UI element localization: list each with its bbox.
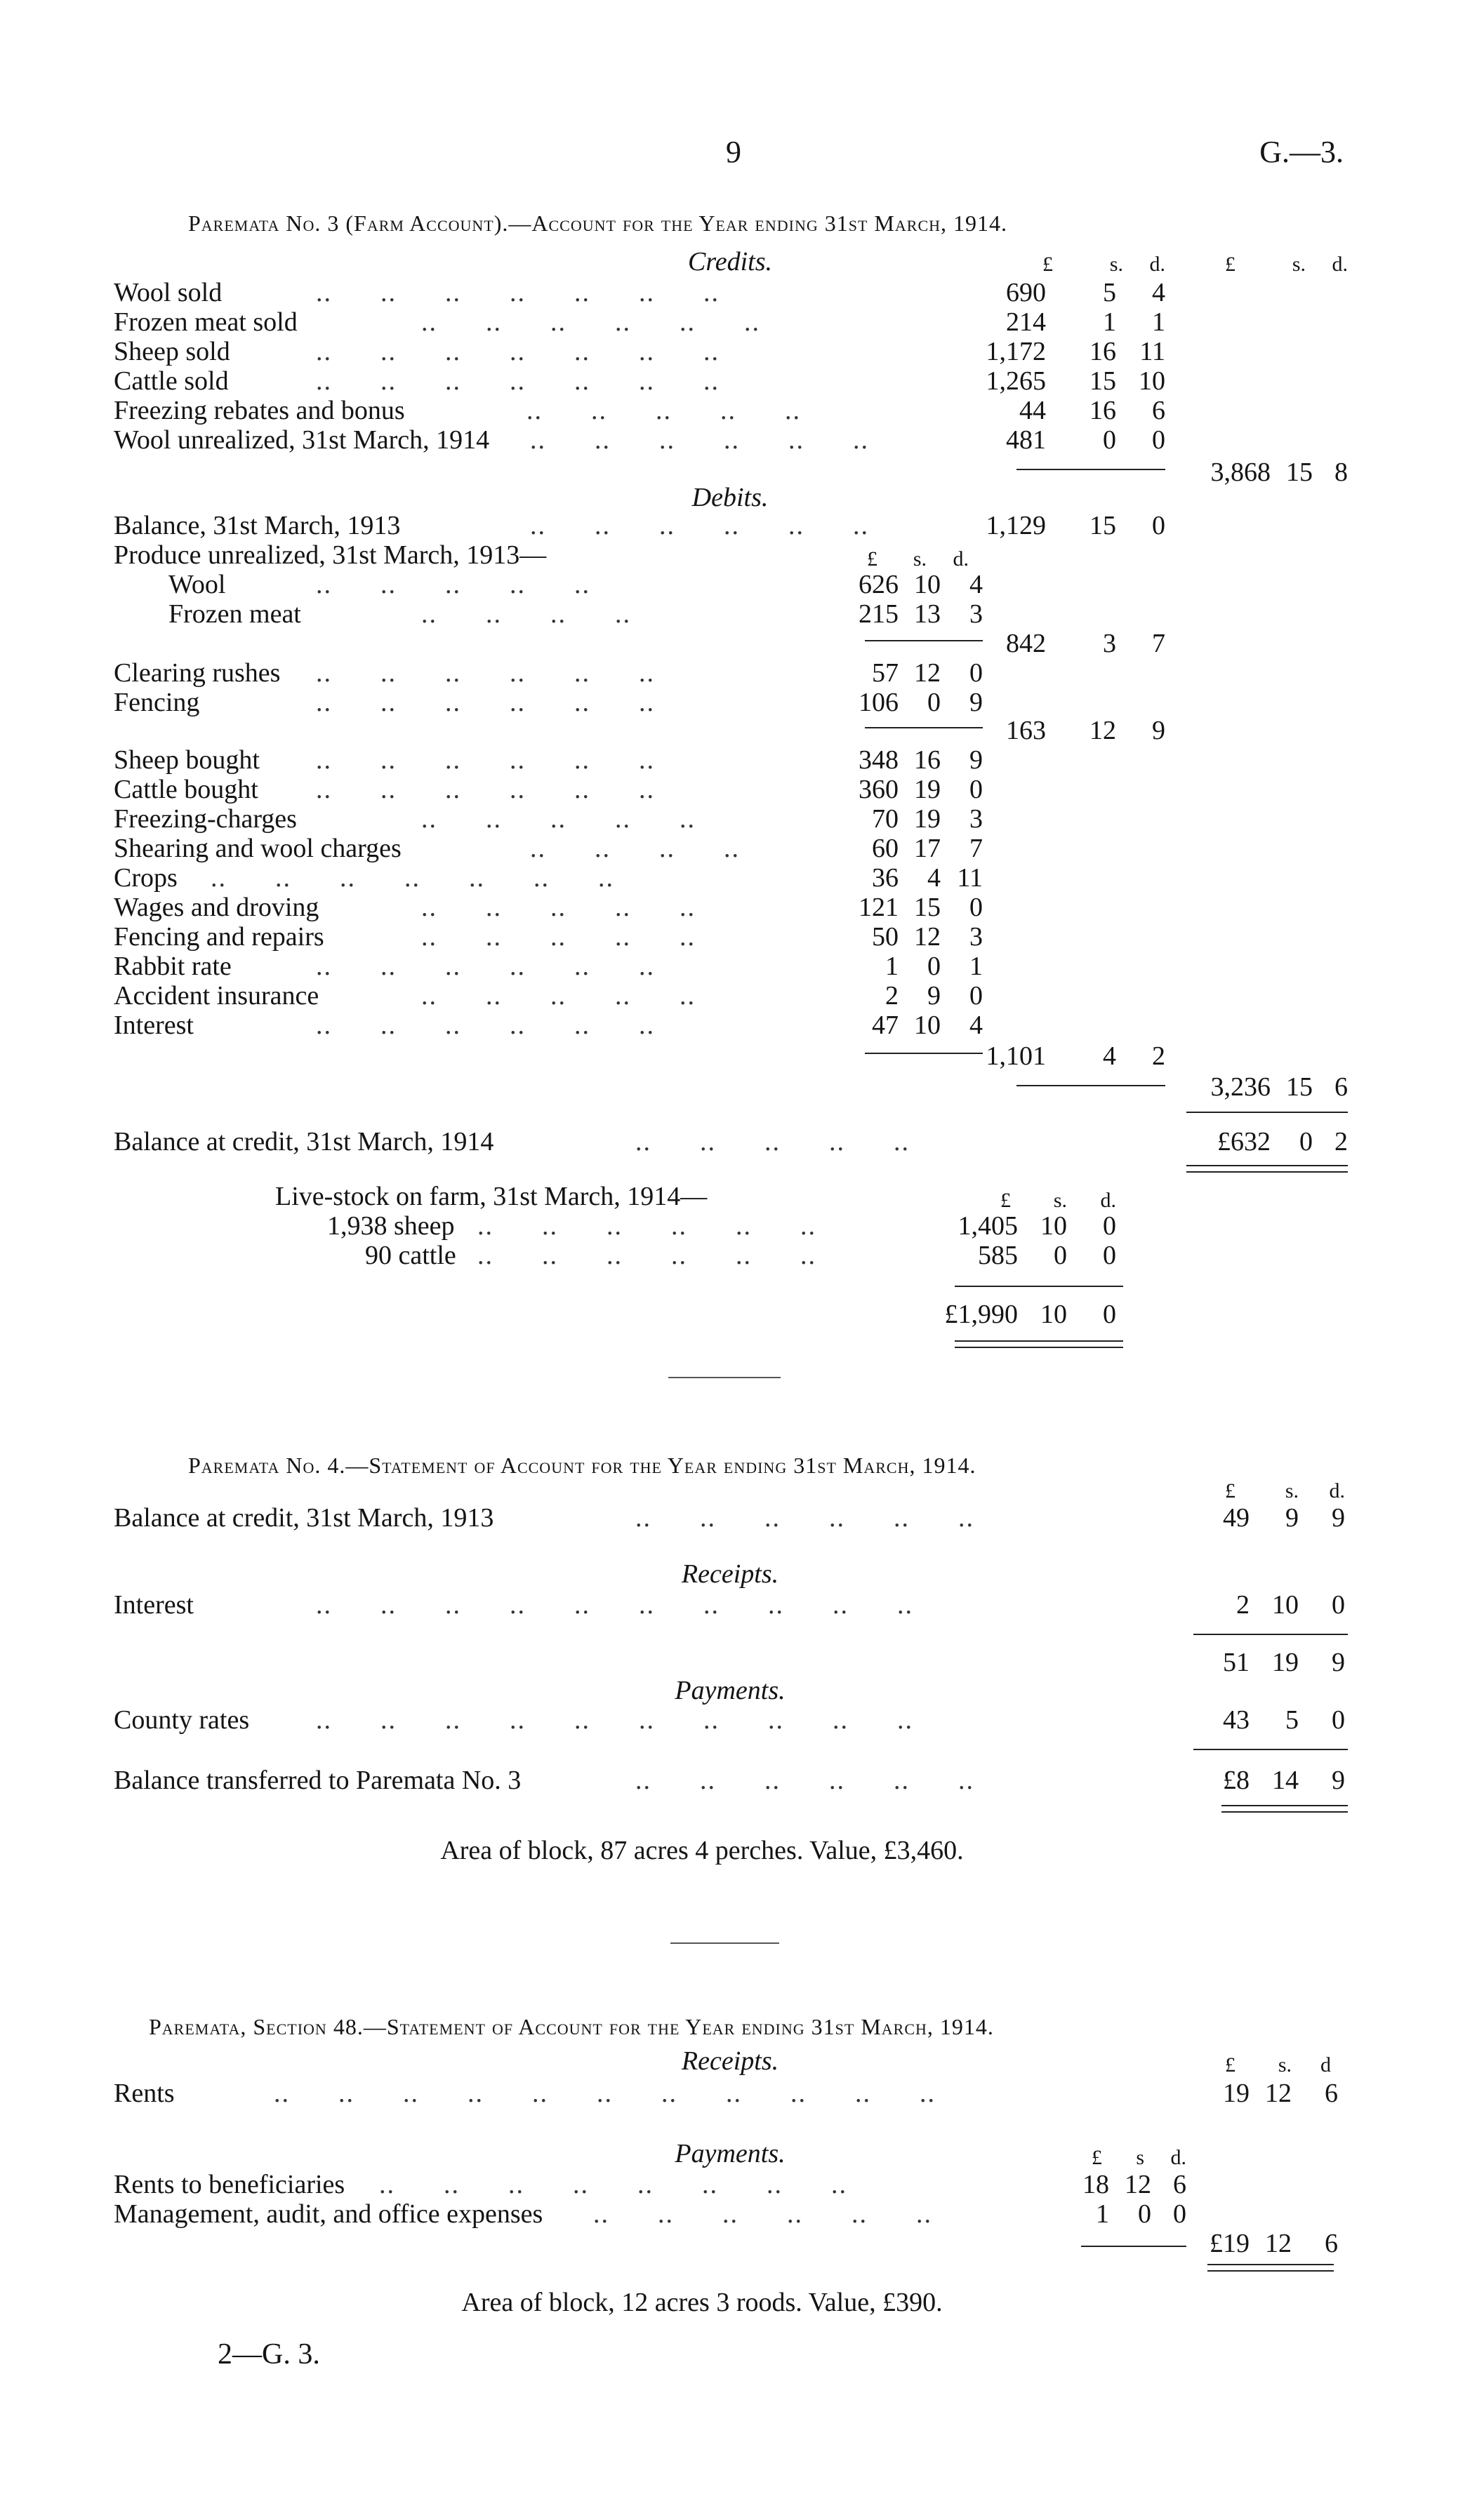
- leader-dots: .. .. .. .. ..: [316, 570, 590, 599]
- row-label: Accident insurance: [114, 981, 319, 1011]
- row-label: Interest: [114, 1590, 194, 1620]
- rule: [1193, 1634, 1348, 1635]
- leader-dots: .. .. .. .. .. ..: [421, 307, 760, 337]
- leader-dots: .. .. .. .. .. ..: [477, 1211, 816, 1241]
- row-label: Balance, 31st March, 1913: [114, 511, 401, 540]
- row-label: Rabbit rate: [114, 952, 232, 981]
- amount-pounds: 1,265: [986, 366, 1046, 396]
- amount-pence: 0: [1152, 425, 1165, 455]
- rule: [1016, 1085, 1165, 1086]
- payments-heading: Payments.: [675, 2139, 786, 2168]
- leader-dots: .. .. .. .. .. ..: [316, 745, 655, 775]
- amount-pence: 11: [1139, 337, 1165, 366]
- receipts-heading: Receipts.: [681, 1559, 779, 1589]
- amount-shillings: 15: [1089, 366, 1116, 396]
- section2-title: Paremata No. 4.—Statement of Account for the Year ending 31st March, 1914.: [188, 1453, 976, 1478]
- produce-heading: Produce unrealized, 31st March, 1913—: [114, 540, 547, 570]
- section3-footer: Area of block, 12 acres 3 roods. Value, £390.: [461, 2288, 943, 2317]
- receipts-heading: Receipts.: [681, 2046, 779, 2076]
- leader-dots: .. .. .. .. .. .. .. .. .. ..: [316, 1590, 913, 1620]
- signature-mark: 2—G. 3.: [218, 2338, 320, 2371]
- amount-pounds: 214: [1006, 307, 1046, 337]
- payments-heading: Payments.: [675, 1676, 786, 1705]
- section1-debits-heading: Debits.: [691, 483, 769, 512]
- row-label: County rates: [114, 1705, 250, 1735]
- amount-pence: 1: [1152, 307, 1165, 337]
- rule: [955, 1286, 1123, 1287]
- row-label: Freezing rebates and bonus: [114, 396, 405, 425]
- leader-dots: .. .. .. .. .. ..: [316, 658, 655, 688]
- page-number: 9: [726, 135, 741, 169]
- leader-dots: .. .. .. .. .. ..: [635, 1766, 974, 1795]
- leader-dots: .. .. .. .. .. .. .. .. .. ..: [316, 1705, 913, 1735]
- rule: [1081, 2246, 1186, 2247]
- leader-dots: .. .. .. ..: [530, 834, 740, 863]
- livestock-heading: Live-stock on farm, 31st March, 1914—: [275, 1182, 708, 1211]
- row-label: Sheep bought: [114, 745, 260, 775]
- leader-dots: .. .. .. .. ..: [421, 922, 696, 952]
- amount-shillings: 0: [1103, 425, 1116, 455]
- section-divider: [670, 1942, 779, 1944]
- amount-pounds: 1,172: [986, 337, 1046, 366]
- double-rule: [1186, 1165, 1348, 1173]
- rule: [865, 727, 983, 728]
- double-rule: [1207, 2264, 1334, 2272]
- document-reference: G.—3.: [1259, 135, 1344, 169]
- amount-shillings: 16: [1089, 337, 1116, 366]
- row-label: Shearing and wool charges: [114, 834, 402, 863]
- leader-dots: .. .. .. .. ..: [421, 893, 696, 922]
- row-label: Management, audit, and office expenses: [114, 2199, 543, 2229]
- row-label: Wool: [168, 570, 226, 599]
- row-label: Frozen meat sold: [114, 307, 298, 337]
- row-label: Balance at credit, 31st March, 1914: [114, 1127, 494, 1156]
- rule: [1016, 469, 1165, 470]
- amount-pounds: 690: [1006, 278, 1046, 307]
- row-label: Rents to beneficiaries: [114, 2170, 345, 2199]
- amount-pounds: 44: [1019, 396, 1046, 425]
- row-label: Frozen meat: [168, 599, 301, 629]
- leader-dots: .. .. .. .. .. .. .. ..: [379, 2170, 847, 2199]
- amount-shillings: 16: [1089, 396, 1116, 425]
- double-rule: [955, 1340, 1123, 1348]
- row-label: Balance at credit, 31st March, 1913: [114, 1503, 494, 1533]
- rule: [865, 640, 983, 641]
- section2-footer: Area of block, 87 acres 4 perches. Value, £3,460.: [440, 1836, 964, 1865]
- amount-pence: 4: [1152, 278, 1165, 307]
- row-label: Freezing-charges: [114, 804, 297, 834]
- leader-dots: .. .. .. .. .. ..: [635, 1503, 974, 1533]
- row-label: 90 cattle: [365, 1241, 456, 1270]
- leader-dots: .. .. .. .. .. ..: [530, 511, 869, 540]
- leader-dots: .. .. .. .. .. .. .. .. .. .. ..: [274, 2079, 936, 2108]
- section1-credits-heading: Credits.: [688, 247, 772, 276]
- rule: [1186, 1112, 1348, 1113]
- amount-pounds: 481: [1006, 425, 1046, 455]
- leader-dots: .. .. .. .. ..: [635, 1127, 910, 1156]
- row-label: Crops: [114, 863, 178, 893]
- row-label: 1,938 sheep: [327, 1211, 455, 1241]
- row-label: Clearing rushes: [114, 658, 281, 688]
- amount-shillings: 1: [1103, 307, 1116, 337]
- row-label: Cattle sold: [114, 366, 229, 396]
- amount-pence: 6: [1152, 396, 1165, 425]
- row-label: Sheep sold: [114, 337, 230, 366]
- row-label: Wages and droving: [114, 893, 319, 922]
- row-label: Fencing and repairs: [114, 922, 324, 952]
- leader-dots: .. .. .. .. .. ..: [316, 952, 655, 981]
- section-divider: [668, 1377, 781, 1378]
- row-label: Wool sold: [114, 278, 223, 307]
- leader-dots: .. .. .. .. .. .. ..: [316, 366, 720, 396]
- row-label: Rents: [114, 2079, 175, 2108]
- leader-dots: .. .. .. .. ..: [526, 396, 801, 425]
- leader-dots: .. .. .. .. .. ..: [316, 775, 655, 804]
- rule: [865, 1053, 983, 1054]
- leader-dots: .. .. .. .. ..: [421, 981, 696, 1011]
- row-label: Balance transferred to Paremata No. 3: [114, 1766, 522, 1795]
- amount-pence: 10: [1139, 366, 1165, 396]
- row-label: Interest: [114, 1011, 194, 1040]
- leader-dots: .. .. .. .. .. ..: [530, 425, 869, 455]
- leader-dots: .. .. .. .. .. ..: [593, 2199, 932, 2229]
- row-label: Cattle bought: [114, 775, 258, 804]
- double-rule: [1221, 1805, 1348, 1813]
- amount-shillings: 5: [1103, 278, 1116, 307]
- leader-dots: .. .. .. .. .. .. ..: [211, 863, 614, 893]
- row-label: Fencing: [114, 688, 200, 717]
- section1-title: Paremata No. 3 (Farm Account).—Account for the Year ending 31st March, 1914.: [188, 211, 1008, 236]
- leader-dots: .. .. .. .. .. ..: [477, 1241, 816, 1270]
- row-label: Wool unrealized, 31st March, 1914: [114, 425, 490, 455]
- leader-dots: .. .. .. ..: [421, 599, 631, 629]
- rule: [1193, 1749, 1348, 1750]
- leader-dots: .. .. .. .. .. ..: [316, 688, 655, 717]
- leader-dots: .. .. .. .. .. .. ..: [316, 337, 720, 366]
- leader-dots: .. .. .. .. .. .. ..: [316, 278, 720, 307]
- section3-title: Paremata, Section 48.—Statement of Account for the Year ending 31st March, 1914.: [149, 2014, 994, 2039]
- leader-dots: .. .. .. .. .. ..: [316, 1011, 655, 1040]
- leader-dots: .. .. .. .. ..: [421, 804, 696, 834]
